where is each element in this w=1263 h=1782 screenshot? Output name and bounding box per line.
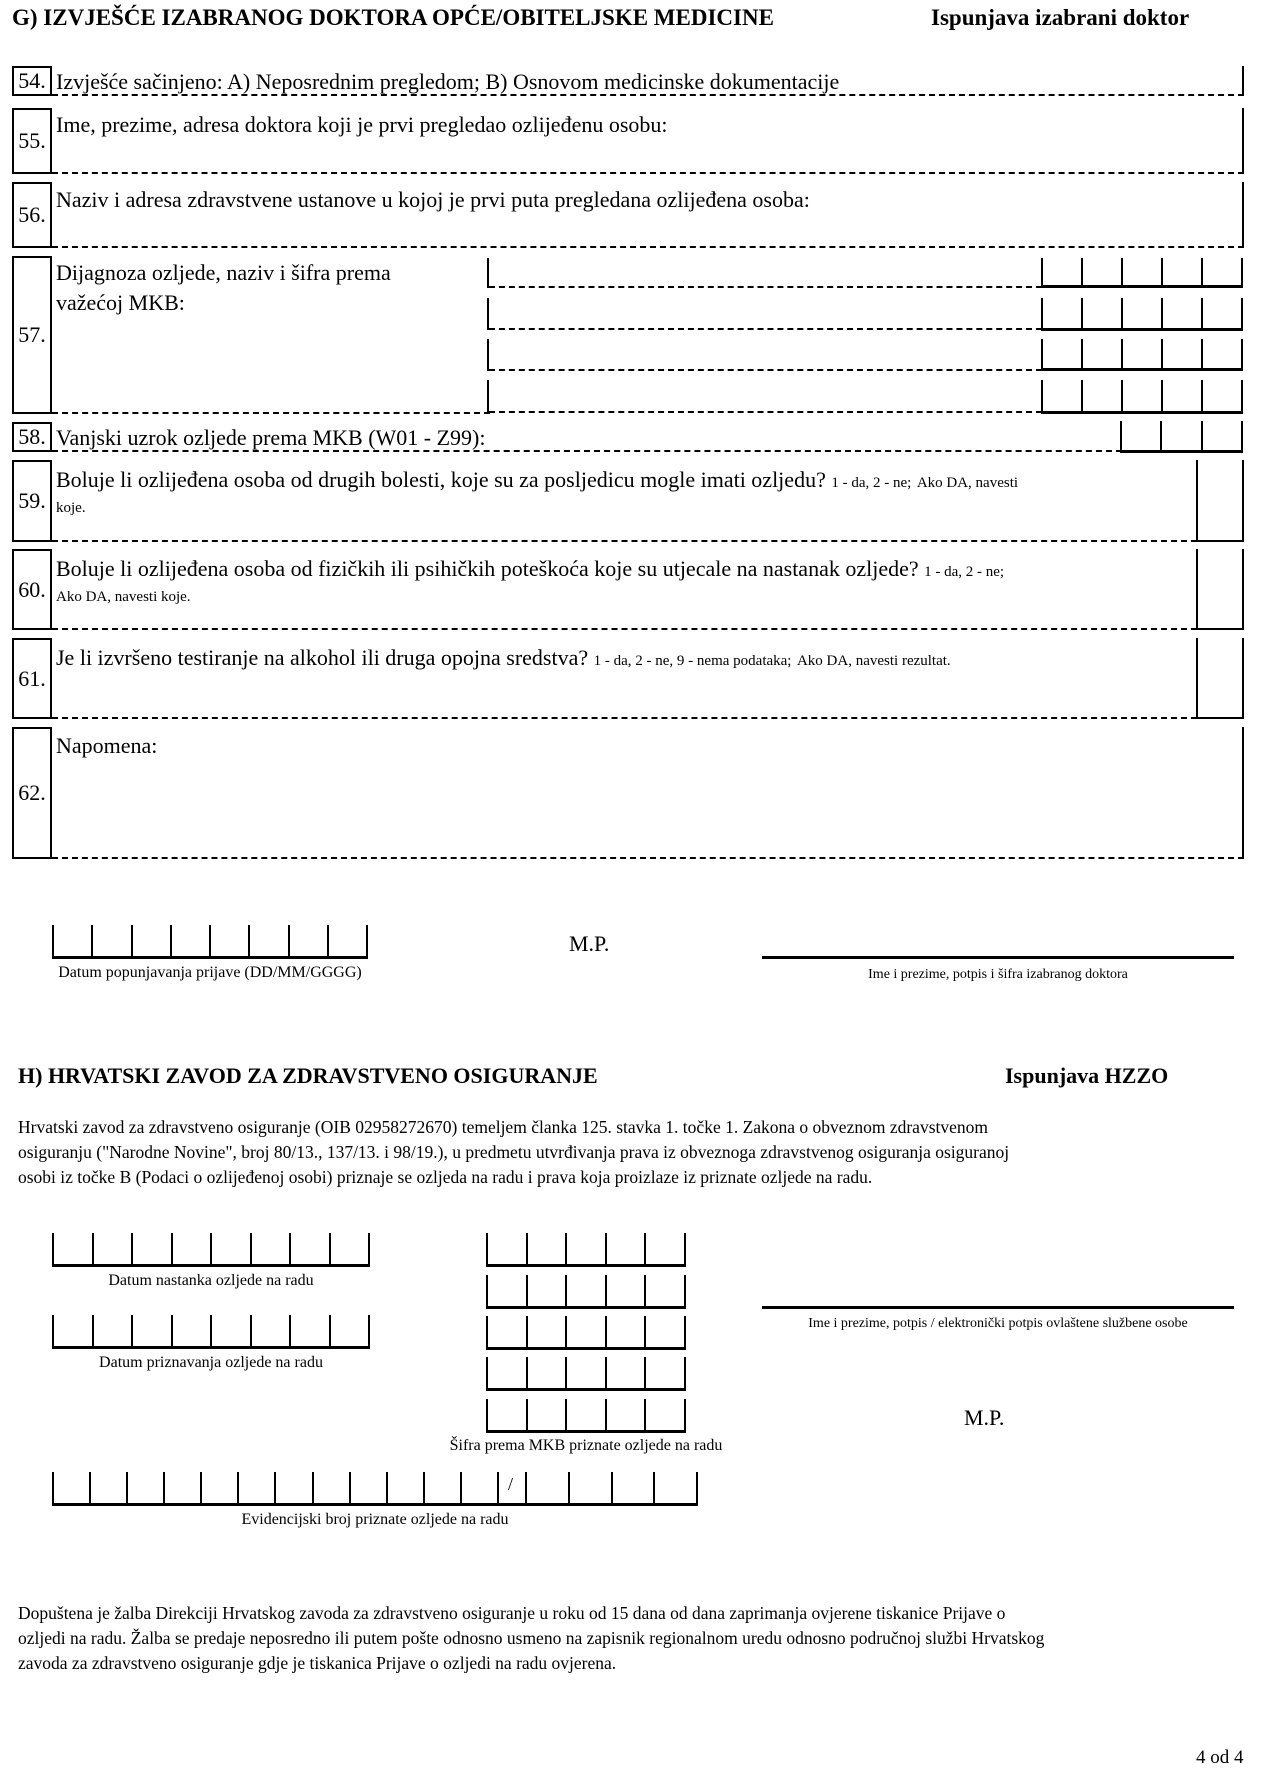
field-number: 54. xyxy=(12,66,52,96)
field-label xyxy=(56,647,951,669)
appeal-paragraph xyxy=(18,1601,1044,1676)
registry-separator: / xyxy=(508,1474,514,1494)
section-h-filled-by: Ispunjava HZZO xyxy=(1005,1063,1169,1088)
question-text: Boluje li ozlijeđena osoba od drugih bolesti, koje su za posljedicu mogle imati ozljedu? xyxy=(56,467,826,492)
mkb-code-boxes-2[interactable] xyxy=(486,1275,686,1309)
recognition-paragraph xyxy=(18,1115,1009,1190)
answer-line[interactable] xyxy=(52,94,1244,96)
paragraph-line: osiguranju ("Narodne Novine", broj 80/13., 137/13. i 98/19.), u predmetu utvrđivanja prava iz obveznoga zdravstvenog osiguranja osiguranoj xyxy=(18,1142,1010,1162)
field-label: Napomena: xyxy=(56,733,158,758)
field-number: 59. xyxy=(12,460,52,542)
field-label xyxy=(56,469,1018,491)
field-number: 62. xyxy=(12,727,52,859)
recognition-date-label: Datum priznavanja ozljede na radu xyxy=(99,1354,323,1371)
fill-date-boxes[interactable] xyxy=(52,925,368,959)
answer-codes: 1 - da, 2 - ne, 9 - nema podataka; xyxy=(593,653,792,669)
registry-separator-cell xyxy=(499,1472,526,1506)
bottom-line xyxy=(52,412,490,414)
paragraph-line: ozljedi na radu. Žalba se predaje neposredno ili putem pošte odnosno usmeno na zapisnik regionalnom uredu odnosno područnoj službi Hrvatskog xyxy=(18,1628,1045,1648)
paragraph-line: Hrvatski zavod za zdravstveno osiguranje (OIB 02958272670) temeljem članka 125. stavka 1. točke 1. Zakona o obveznom zdravstvenom xyxy=(18,1117,988,1137)
injury-date-boxes[interactable] xyxy=(52,1233,370,1267)
section-h-title: H) HRVATSKI ZAVOD ZA ZDRAVSTVENO OSIGURANJE xyxy=(18,1063,598,1088)
diagnosis-line-3[interactable] xyxy=(489,369,1042,371)
field-border xyxy=(1242,66,1244,96)
mkb-code-boxes-4[interactable] xyxy=(1041,380,1243,414)
answer-line[interactable] xyxy=(52,172,1244,174)
row-divider xyxy=(487,339,489,371)
diagnosis-line-1[interactable] xyxy=(489,286,1042,288)
question-text: Boluje li ozlijeđena osoba od fizičkih ili psihičkih poteškoća koje su utjecale na nastanak ozljede? xyxy=(56,556,919,581)
field-number: 60. xyxy=(12,549,52,630)
field-label: Naziv i adresa zdravstvene ustanove u kojoj je prvi puta pregledana ozlijeđena osoba: xyxy=(56,187,810,212)
external-cause-code-boxes[interactable] xyxy=(1120,421,1243,453)
mkb-code-boxes-2[interactable] xyxy=(1041,298,1243,331)
field-border xyxy=(1242,727,1244,859)
mkb-code-label: Šifra prema MKB priznate ozljede na radu xyxy=(449,1437,723,1454)
field-label: Ime, prezime, adresa doktora koji je prvi pregledao ozlijeđenu osobu: xyxy=(56,112,668,137)
paragraph-line: osobi iz točke B (Podaci o ozlijeđenoj osobi) priznaje se ozljeda na radu i prava koja proizlaze iz priznate ozljede na radu. xyxy=(18,1167,873,1187)
official-signature-line[interactable] xyxy=(762,1306,1234,1309)
paragraph-line: zavoda za zdravstveno osiguranje gdje je tiskanica Prijave o ozljedi na radu ovjerena. xyxy=(18,1653,617,1673)
field-label xyxy=(56,558,1004,580)
instruction: Ako DA, navesti koje. xyxy=(56,589,191,605)
section-g-title: G) IZVJEŠĆE IZABRANOG DOKTORA OPĆE/OBITELJSKE MEDICINE xyxy=(12,5,774,30)
field-number: 57. xyxy=(12,256,52,414)
answer-codes: 1 - da, 2 - ne; xyxy=(924,564,1005,580)
injury-date-label: Datum nastanka ozljede na radu xyxy=(108,1272,314,1289)
answer-code-box[interactable] xyxy=(1196,549,1244,630)
doctor-signature-label: Ime i prezime, potpis i šifra izabranog doktora xyxy=(868,967,1128,982)
answer-line[interactable] xyxy=(52,540,1197,542)
doctor-signature-line[interactable] xyxy=(762,956,1234,959)
answer-codes: 1 - da, 2 - ne; xyxy=(831,475,912,491)
mkb-code-boxes-1[interactable] xyxy=(1041,258,1243,288)
field-number: 56. xyxy=(12,182,52,248)
question-text: Je li izvršeno testiranje na alkohol ili druga opojna sredstva? xyxy=(56,645,589,670)
recognition-date-boxes[interactable] xyxy=(52,1315,370,1349)
fill-date-label: Datum popunjavanja prijave (DD/MM/GGGG) xyxy=(58,964,362,981)
registry-number-boxes-a[interactable] xyxy=(52,1472,499,1506)
field-border xyxy=(1242,108,1244,174)
mkb-code-boxes-4[interactable] xyxy=(486,1357,686,1391)
field-label-line2: važećoj MKB: xyxy=(56,290,185,315)
stamp-placeholder: M.P. xyxy=(964,1405,1005,1430)
instruction: Ako DA, navesti rezultat. xyxy=(796,653,951,669)
field-border xyxy=(1242,182,1244,248)
answer-code-box[interactable] xyxy=(1196,638,1244,719)
section-g-filled-by: Ispunjava izabrani doktor xyxy=(931,5,1190,30)
answer-line xyxy=(52,450,1122,452)
instruction-cont: koje. xyxy=(56,500,86,516)
notes-line[interactable] xyxy=(52,857,1244,859)
registry-number-label: Evidencijski broj priznate ozljede na radu xyxy=(241,1511,509,1528)
answer-line[interactable] xyxy=(52,628,1197,630)
official-signature-label: Ime i prezime, potpis / elektronički potpis ovlaštene službene osobe xyxy=(808,1316,1188,1331)
mkb-code-boxes-1[interactable] xyxy=(486,1233,686,1267)
mkb-code-boxes-5[interactable] xyxy=(486,1399,686,1433)
instruction: Ako DA, navesti xyxy=(916,475,1019,491)
page-number: 4 od 4 xyxy=(1196,1747,1244,1768)
field-label: Vanjski uzrok ozljede prema MKB (W01 - Z99): xyxy=(56,425,486,450)
row-divider xyxy=(487,258,489,288)
mkb-code-boxes-3[interactable] xyxy=(1041,339,1243,371)
field-label-line1: Dijagnoza ozljede, naziv i šifra prema xyxy=(56,260,391,285)
row-divider xyxy=(487,380,489,414)
answer-code-box[interactable] xyxy=(1196,460,1244,542)
field-number: 55. xyxy=(12,108,52,174)
row-divider xyxy=(487,298,489,330)
answer-line[interactable] xyxy=(52,246,1244,248)
diagnosis-line-2[interactable] xyxy=(489,328,1042,330)
paragraph-line: Dopuštena je žalba Direkciji Hrvatskog zavoda za zdravstveno osiguranje u roku od 15 dana od dana zaprimanja ovjerene tiskanice Prijave o xyxy=(18,1603,1006,1623)
mkb-code-boxes-3[interactable] xyxy=(486,1316,686,1350)
field-label: Izvješće sačinjeno: A) Neposrednim pregledom; B) Osnovom medicinske dokumentacije xyxy=(56,69,840,94)
field-number: 61. xyxy=(12,638,52,719)
diagnosis-line-4[interactable] xyxy=(489,411,1042,413)
field-number: 58. xyxy=(12,422,52,452)
stamp-placeholder: M.P. xyxy=(569,931,610,956)
answer-line[interactable] xyxy=(52,717,1197,719)
registry-number-boxes-b[interactable] xyxy=(525,1472,698,1506)
